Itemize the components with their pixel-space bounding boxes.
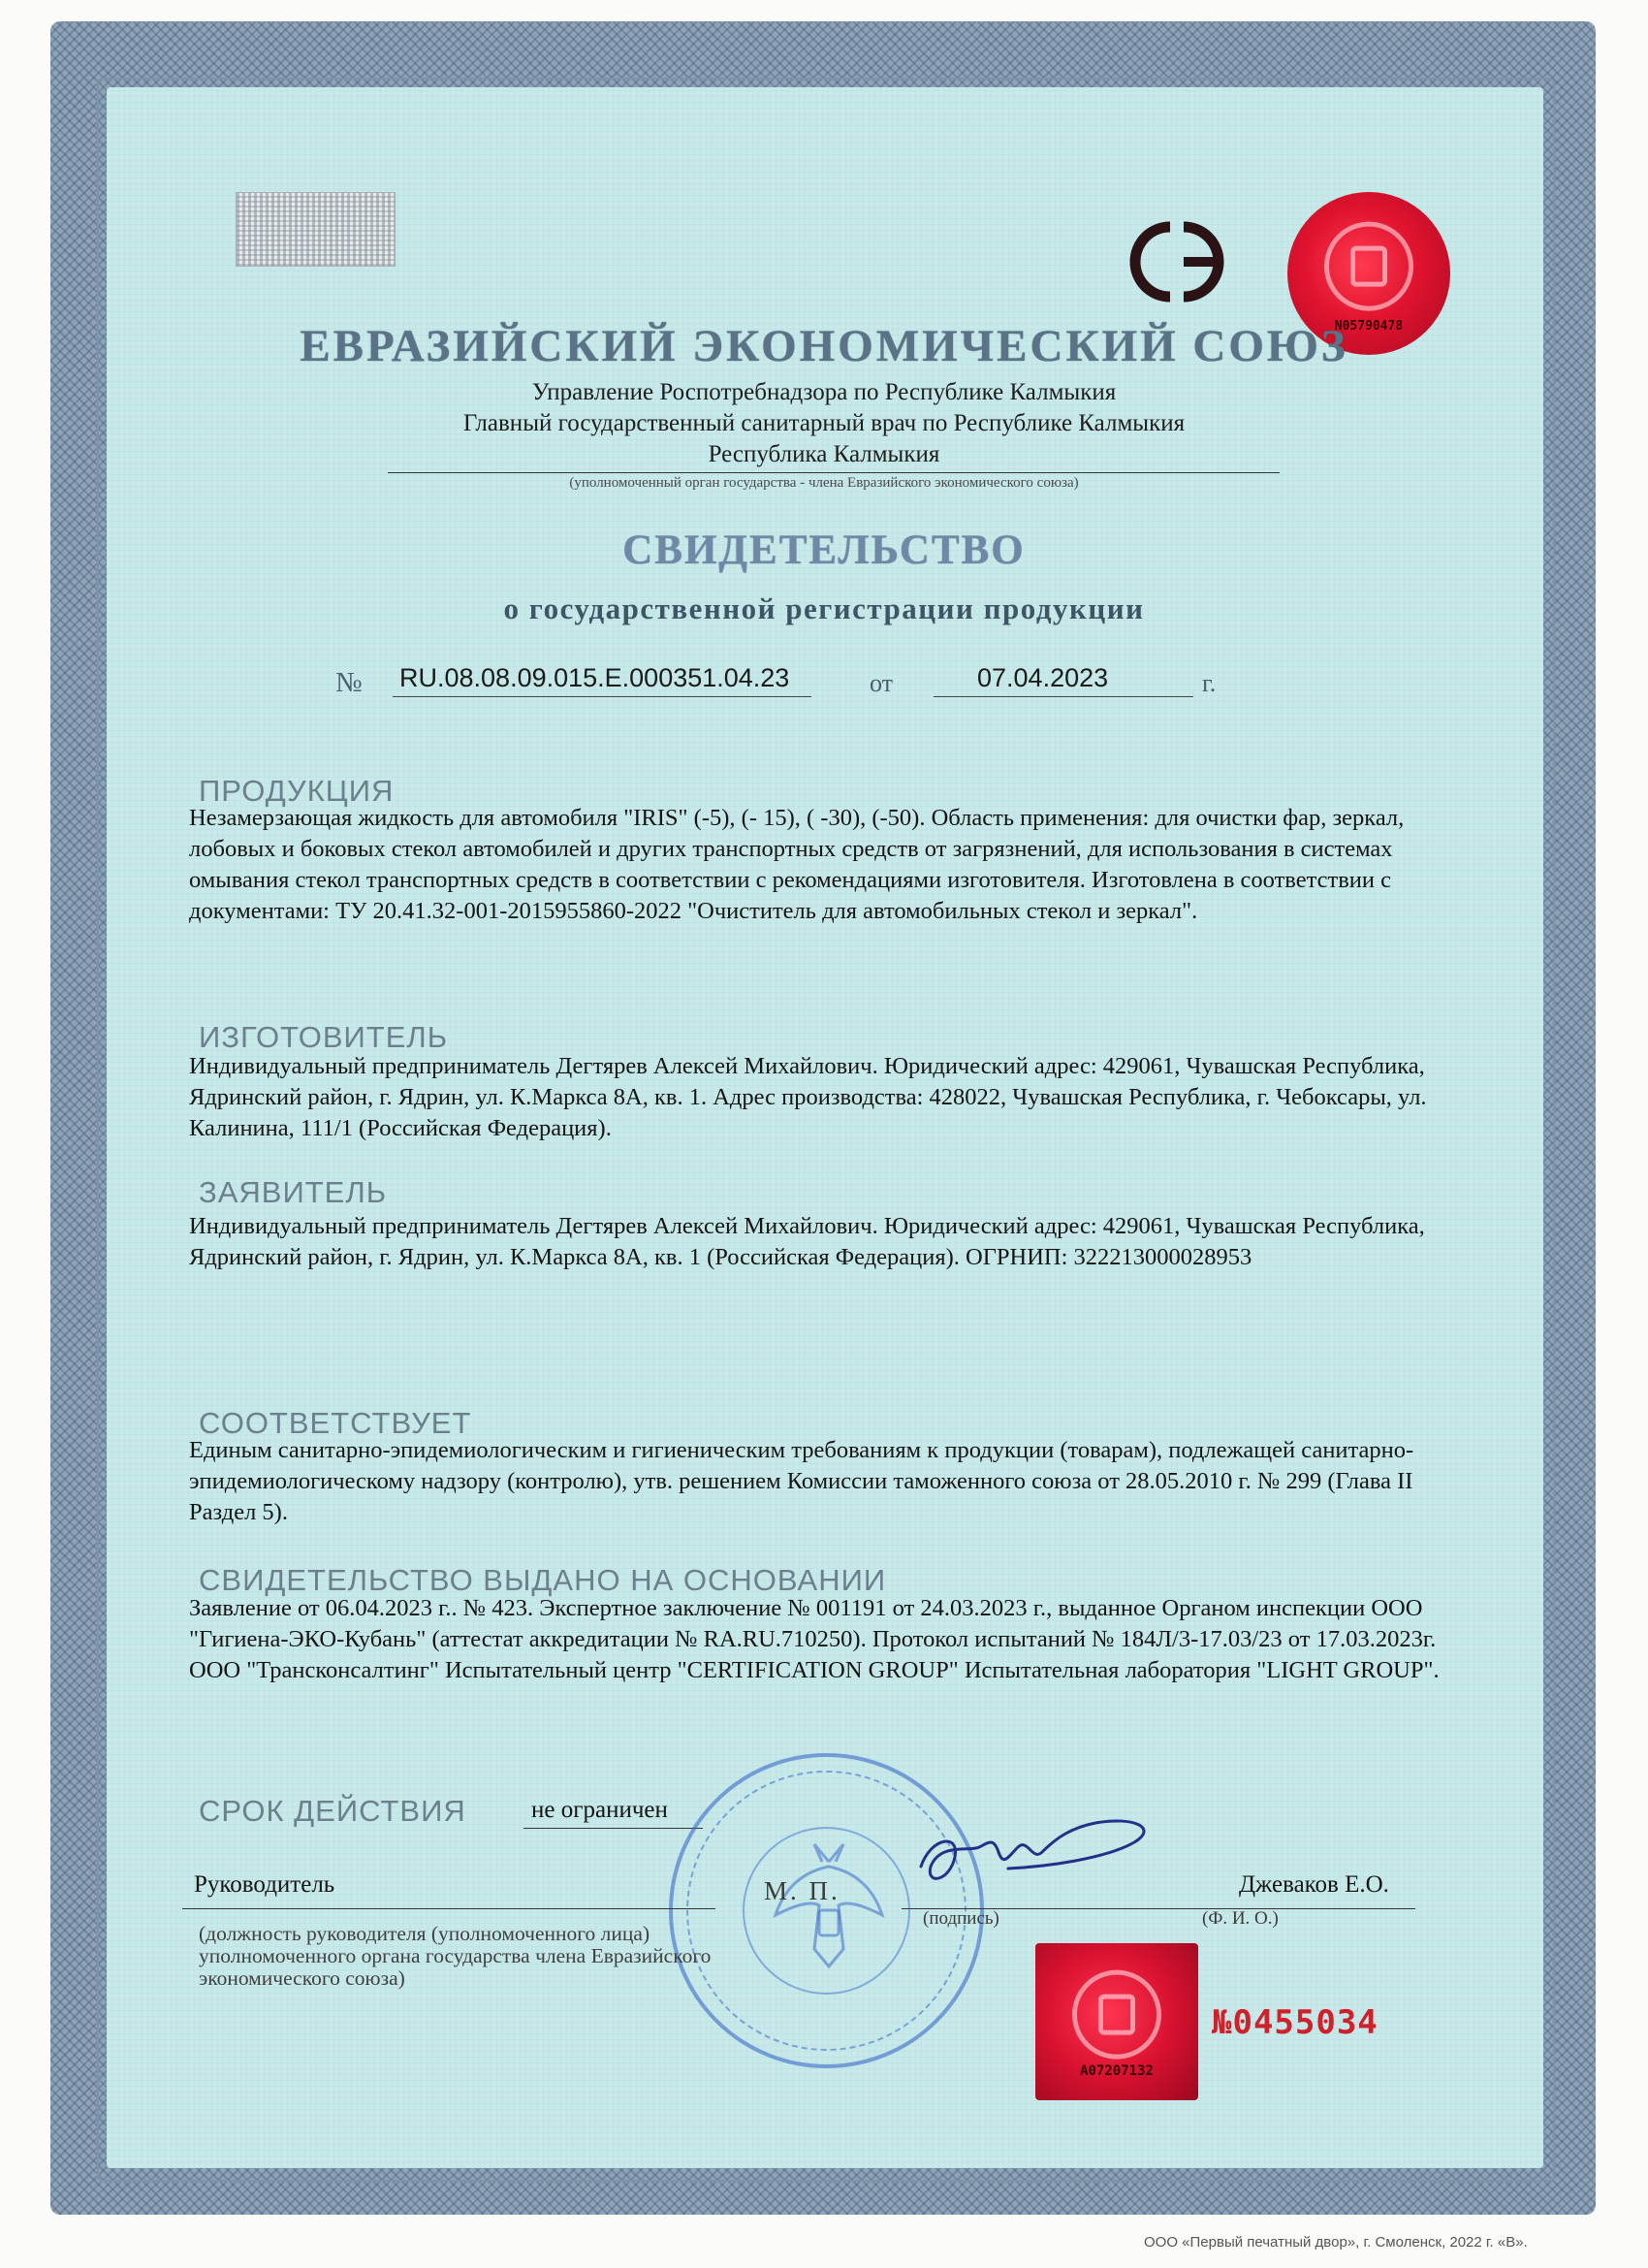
validity-underline (523, 1828, 703, 1829)
certificate-title: СВИДЕТЕЛЬСТВО (622, 527, 1026, 573)
certificate-date: 07.04.2023 (977, 663, 1109, 692)
validity-heading: СРОК ДЕЙСТВИЯ (199, 1794, 466, 1828)
product-heading: ПРОДУКЦИЯ (199, 774, 395, 808)
manufacturer-text: Индивидуальный предприниматель Дегтярев Алексей Михайлович. Юридический адрес: 429061, Чувашская Республика, Ядринский район, г. Ядрин, ул. К.Маркса 8А, кв. 1. Адрес производства: 428022, Чувашская Республика, г. Чебоксары, ул. Калинина, 111/1 (Российская Федерация). (189, 1053, 1427, 1141)
head-role: Руководитель (194, 1871, 335, 1898)
seal-emblem-icon (1072, 1970, 1161, 2060)
authority-underline (388, 472, 1280, 473)
serial-number: №0455034 (1212, 2003, 1379, 2042)
stamp-place-label: М. П. (764, 1876, 840, 1905)
fio-caption: (Ф. И. О.) (1202, 1908, 1279, 1929)
conformity-heading: СООТВЕТСТВУЕТ (199, 1406, 472, 1440)
number-sign: № (335, 667, 363, 698)
seal-emblem-icon (1324, 222, 1413, 311)
authority-line-2: Главный государственный санитарный врач по Республике Калмыкия (462, 410, 1186, 436)
authority-line-1: Управление Роспотребнадзора по Республике Калмыкия (531, 379, 1117, 405)
applicant-text: Индивидуальный предприниматель Дегтярев Алексей Михайлович. Юридический адрес: 429061, Чувашская Республика, Ядринский район, г. Ядрин, ул. К.Маркса 8А, кв. 1 (Российская Федерация). ОГРНИП: 322213000028953 (189, 1213, 1425, 1270)
signature-caption: (подпись) (923, 1908, 999, 1929)
authority-caption: (уполномоченный орган государства - члена Евразийского экономического союза) (569, 475, 1079, 491)
seal-bottom-number: A07207132 (1080, 2063, 1154, 2079)
authority-line-3: Республика Калмыкия (708, 441, 940, 467)
handwritten-signature (902, 1799, 1163, 1905)
hologram-strip (236, 192, 396, 267)
date-underline (934, 696, 1193, 697)
product-text: Незамерзающая жидкость для автомобиля "IRIS" (-5), (- 15), ( -30), (-50). Область применения: для очистки фар, зеркал, лобовых и боковых стекол автомобилей и других транспортных средств от загрязнений, для использования в системах омывания стекол транспортных средств в соответствии с рекомендациями изготовителя. Изготовлена в соответствии с документами: ТУ 20.41.32-001-2015955860-2022 "Очиститель для автомобильных стекол и зеркал". (189, 805, 1405, 924)
validity-value: не ограничен (531, 1797, 668, 1823)
from-label: от (870, 669, 894, 697)
basis-heading: СВИДЕТЕЛЬСТВО ВЫДАНО НА ОСНОВАНИИ (199, 1563, 887, 1597)
certificate-subtitle: о государственной регистрации продукции (503, 591, 1145, 625)
applicant-heading: ЗАЯВИТЕЛЬ (199, 1175, 388, 1209)
hologram-seal-bottom (1035, 1943, 1198, 2100)
basis-text: Заявление от 06.04.2023 г.. № 423. Экспертное заключение № 001191 от 24.03.2023 г., выданное Органом инспекции ООО "Гигиена-ЭКО-Кубань" (аттестат аккредитации № RA.RU.710250). Протокол испытаний № 184Л/3-17.03/23 от 17.03.2023г. ООО "Трансконсалтинг" Испытательный центр "CERTIFICATION GROUP" Испытательная лаборатория "LIGHT GROUP". (189, 1595, 1440, 1683)
role-underline (182, 1908, 715, 1909)
printer-imprint: ООО «Первый печатный двор», г. Смоленск, 2022 г. «В». (1144, 2234, 1528, 2251)
certificate-number: RU.08.08.09.015.E.000351.04.23 (399, 663, 790, 692)
union-title: ЕВРАЗИЙСКИЙ ЭКОНОМИЧЕСКИЙ СОЮЗ (300, 321, 1348, 371)
head-name: Джеваков Е.О. (1239, 1871, 1389, 1898)
role-caption: (должность руководителя (уполномоченного лица) уполномоченного органа государства члена Евразийского экономического союза) (199, 1922, 712, 1990)
manufacturer-heading: ИЗГОТОВИТЕЛЬ (199, 1020, 449, 1054)
seal-top-number: N05790478 (1334, 319, 1404, 334)
number-underline (393, 696, 811, 697)
conformity-mark-icon (1120, 215, 1241, 307)
year-suffix: г. (1202, 669, 1217, 697)
conformity-text: Единым санитарно-эпидемиологическим и гигиеническим требованиям к продукции (товарам), подлежащей санитарно-эпидемиологическому надзору (контролю), утв. решением Комиссии таможенного союза от 28.05.2010 г. № 299 (Глава II Раздел 5). (189, 1437, 1414, 1525)
